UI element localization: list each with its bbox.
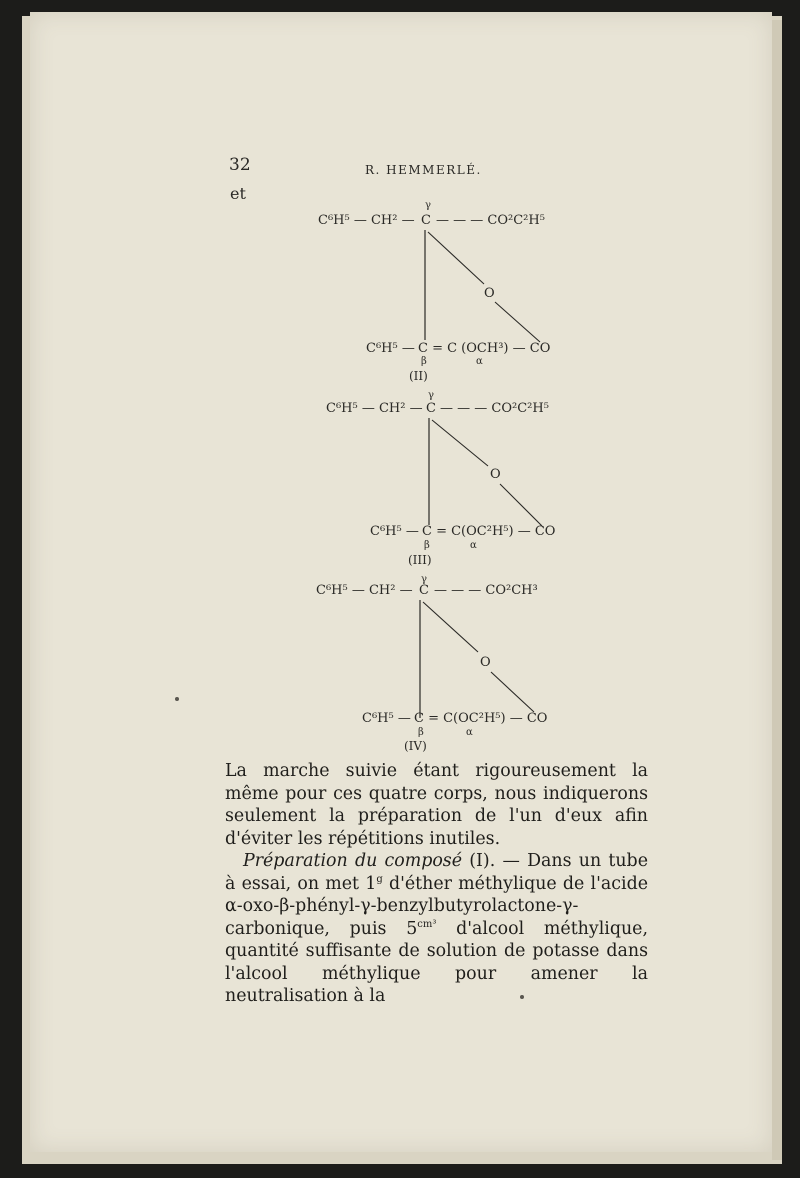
formula-top-center: C xyxy=(421,213,431,228)
paper-speck xyxy=(520,995,524,999)
bond-to-oxygen xyxy=(423,602,478,652)
formula-II xyxy=(318,200,550,383)
formula-top-left: C⁶H⁵ — CH² — xyxy=(326,401,423,416)
gamma-label: γ xyxy=(421,574,427,585)
page-number: 32 xyxy=(229,155,251,175)
bond-from-oxygen xyxy=(495,302,540,342)
heading-reference: (I). — xyxy=(462,851,528,871)
formula-top-right: — — — CO²C²H⁵ xyxy=(436,213,545,228)
formula-bottom-center: C = C(OC²H⁵) — CO xyxy=(422,524,556,539)
alpha-label: α xyxy=(470,540,477,551)
formula-number: (III) xyxy=(408,553,432,567)
paragraph-preparation xyxy=(225,850,648,1008)
formula-top-right: — — — CO²C²H⁵ xyxy=(440,401,549,416)
formula-bottom-center: C = C(OC²H⁵) — CO xyxy=(414,711,548,726)
gamma-label: γ xyxy=(425,200,431,211)
oxygen-atom: O xyxy=(480,655,491,670)
preparation-text-c: d'alcool méthylique, quantité suffisante de solution de potasse dans l'alcool méthylique pour amener la neutralisation à la xyxy=(225,918,648,1006)
formula-bottom-center: C = C (OCH³) — CO xyxy=(418,341,551,356)
formula-III xyxy=(326,390,555,567)
formula-top-right: — — — CO²CH³ xyxy=(434,583,538,598)
running-header-author: R. HEMMERLÉ. xyxy=(365,163,482,177)
preparation-text-b: d'éther méthylique de l'acide α-oxo-β-phényl-γ-benzylbutyrolactone-γ-carbonique, puis 5 xyxy=(225,873,648,939)
unit-gram: g xyxy=(376,873,383,885)
alpha-label: α xyxy=(466,727,473,738)
bond-to-oxygen xyxy=(428,232,484,284)
formula-top-center: C xyxy=(426,401,436,416)
gamma-label: γ xyxy=(428,390,434,401)
formula-top-left: C⁶H⁵ — CH² — xyxy=(318,213,415,228)
oxygen-atom: O xyxy=(490,467,501,482)
alpha-label: α xyxy=(476,356,483,367)
formula-number: (II) xyxy=(409,369,428,383)
formula-number: (IV) xyxy=(404,739,427,753)
beta-label: β xyxy=(418,727,424,738)
paragraph-method: La marche suivie étant rigoureusement la même pour ces quatre corps, nous indiquerons seulement la préparation de l'un d'eux afin d'éviter les répétitions inutiles. xyxy=(225,761,648,849)
formula-bottom-left: C⁶H⁵ — xyxy=(366,341,415,356)
bond-from-oxygen xyxy=(500,484,542,526)
formula-bottom-left: C⁶H⁵ — xyxy=(362,711,411,726)
unit-cm3: cm³ xyxy=(417,918,437,930)
formula-IV xyxy=(316,574,547,753)
beta-label: β xyxy=(424,540,430,551)
preparation-text-a: Dans un tube à essai, on met 1 xyxy=(225,851,648,894)
oxygen-atom: O xyxy=(484,286,495,301)
formula-top-center: C xyxy=(419,583,429,598)
section-heading: Préparation du composé xyxy=(243,851,463,871)
beta-label: β xyxy=(421,356,427,367)
paper-speck xyxy=(175,697,179,701)
intro-word: et xyxy=(230,184,246,203)
bond-to-oxygen xyxy=(432,420,488,466)
bond-from-oxygen xyxy=(491,672,534,712)
formula-bottom-left: C⁶H⁵ — xyxy=(370,524,419,539)
formula-top-left: C⁶H⁵ — CH² — xyxy=(316,583,413,598)
